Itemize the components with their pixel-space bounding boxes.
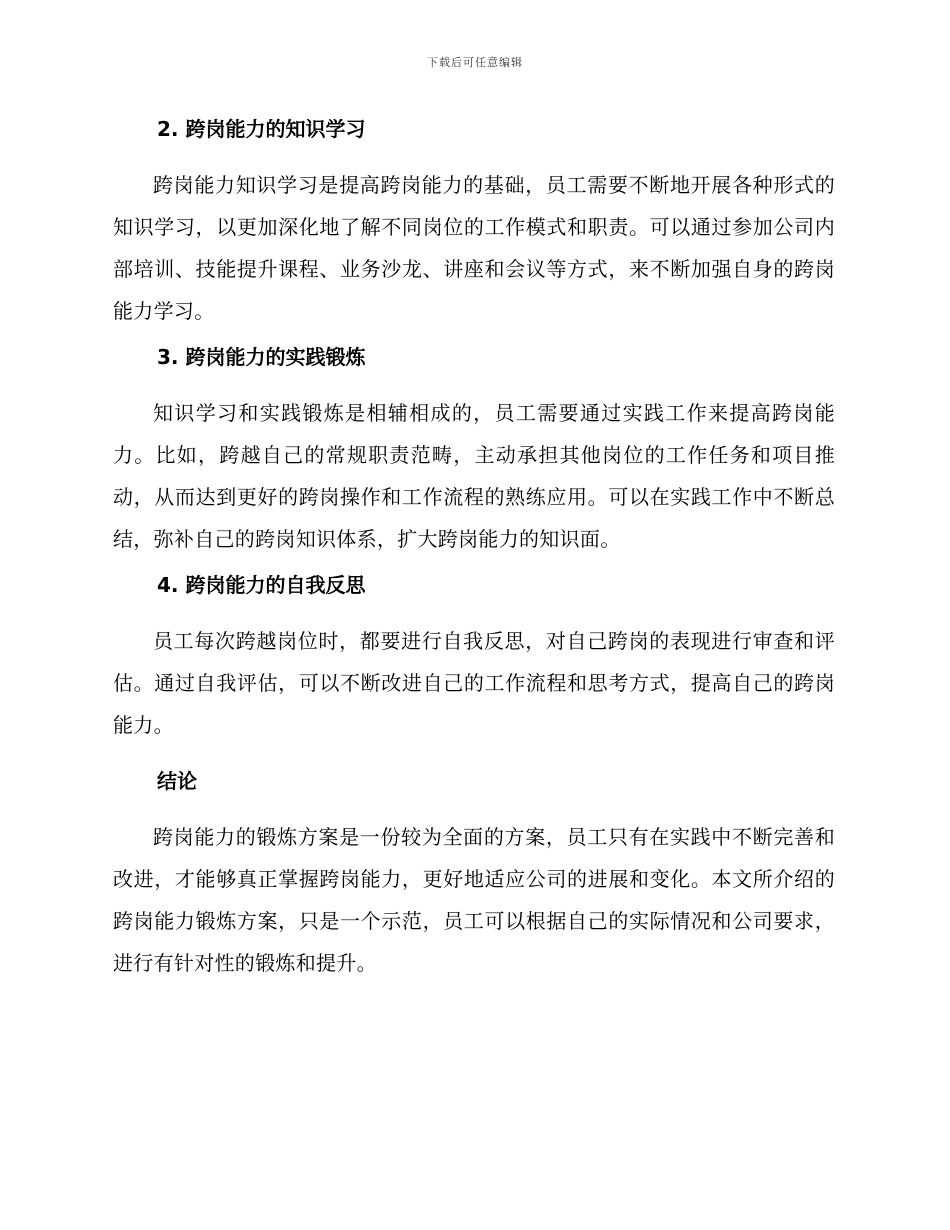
section-heading-knowledge-learning: 2. 跨岗能力的知识学习 (157, 117, 366, 141)
document-body (113, 112, 835, 984)
section-paragraph-self-reflection: 员工每次跨越岗位时，都要进行自我反思，对自己跨岗的表现进行审查和评估。通过自我评估，可以不断改进自己的工作流程和思考方式，提高自己的跨岗能力。 (113, 629, 835, 737)
section-heading-conclusion: 结论 (157, 769, 197, 793)
section-paragraph-knowledge-learning: 跨岗能力知识学习是提高跨岗能力的基础，员工需要不断地开展各种形式的知识学习，以更加深化地了解不同岗位的工作模式和职责。可以通过参加公司内部培训、技能提升课程、业务沙龙、讲座和会议等方式，来不断加强自身的跨岗能力学习。 (113, 173, 835, 323)
section-paragraph-conclusion: 跨岗能力的锻炼方案是一份较为全面的方案，员工只有在实践中不断完善和改进，才能够真正掌握跨岗能力，更好地适应公司的进展和变化。本文所介绍的跨岗能力锻炼方案，只是一个示范，员工可以根据自己的实际情况和公司要求，进行有针对性的锻炼和提升。 (113, 825, 835, 975)
section-heading-practice-training: 3. 跨岗能力的实践锻炼 (157, 345, 366, 369)
section-paragraph-practice-training: 知识学习和实践锻炼是相辅相成的，员工需要通过实践工作来提高跨岗能力。比如，跨越自己的常规职责范畴，主动承担其他岗位的工作任务和项目推动，从而达到更好的跨岗操作和工作流程的熟练应用。可以在实践工作中不断总结，弥补自己的跨岗知识体系，扩大跨岗能力的知识面。 (113, 401, 835, 551)
page-header-note: 下载后可任意编辑 (427, 56, 523, 69)
section-heading-self-reflection: 4. 跨岗能力的自我反思 (157, 573, 366, 597)
